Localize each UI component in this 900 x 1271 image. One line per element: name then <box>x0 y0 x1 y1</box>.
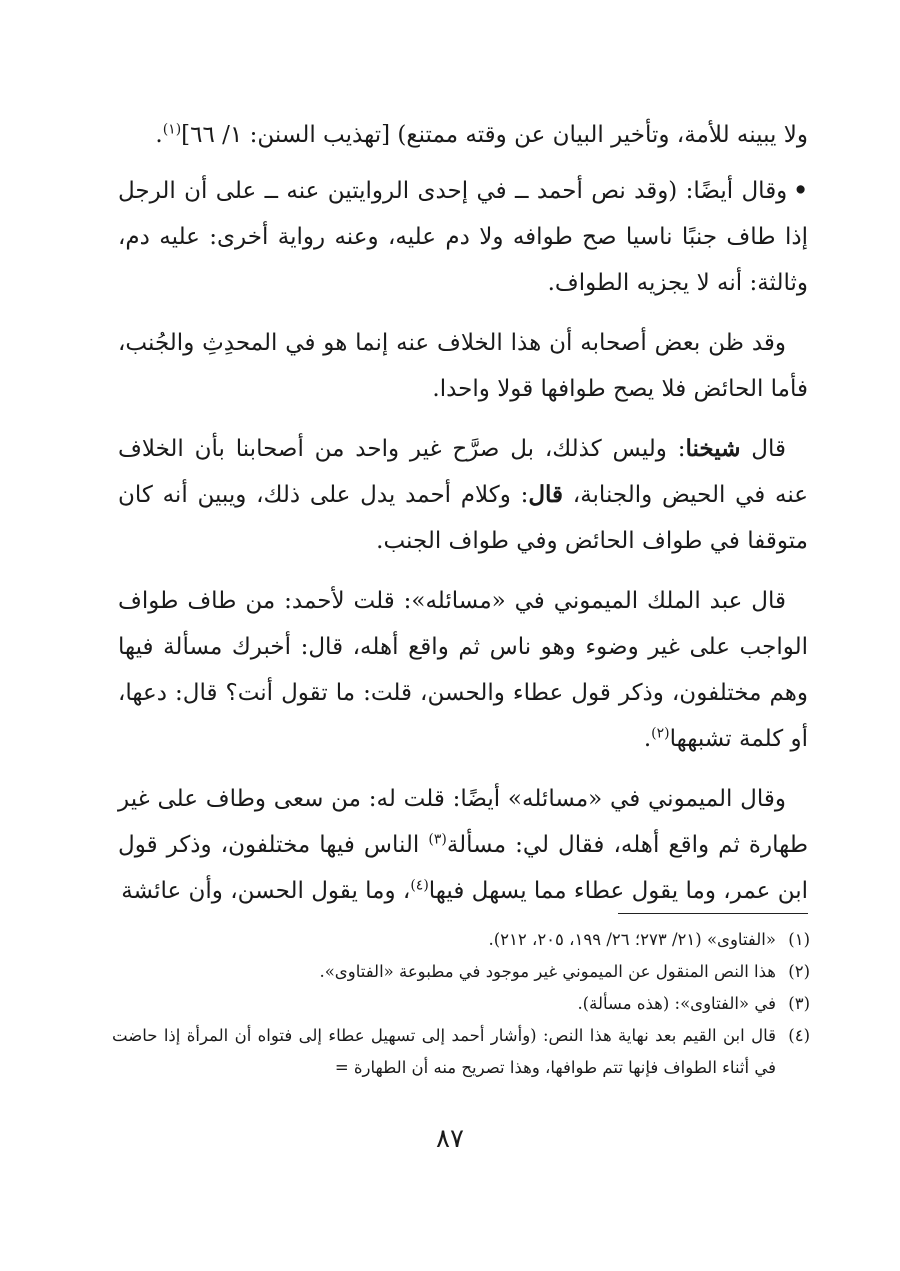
paragraph-1 <box>118 112 808 158</box>
period: . <box>155 122 163 148</box>
footnote-number: (١) <box>788 930 810 949</box>
paragraph-6-part-c: ، وما يقول الحسن، وأن عائشة <box>121 878 411 904</box>
footnote-number: (٣) <box>788 994 810 1013</box>
paragraph-1-text: ولا يبينه للأمة، وتأخير البيان عن وقته ممتنع) [تهذيب السنن: ١/ ٦٦] <box>181 122 808 148</box>
paragraph-2-text: وقال أيضًا: (وقد نص أحمد ــ في إحدى الروايتين عنه ــ على أن الرجل إذا طاف جنبًا ناسيا صح طوافه ولا دم عليه، وعنه رواية أخرى: عليه دم، وثالثة: أنه لا يجزيه الطواف. <box>118 178 808 296</box>
footnote-text: هذا النص المنقول عن الميموني غير موجود في مطبوعة «الفتاوى». <box>319 962 776 981</box>
footnote-number: (٢) <box>788 962 810 981</box>
paragraph-4-mid: : وليس كذلك، بل صرَّح غير واحد من أصحابنا بأن الخلاف عنه في الحيض والجنابة، <box>118 436 808 508</box>
speaker-qala: قال <box>528 481 564 508</box>
footnote-text: في «الفتاوى»: (هذه مسألة). <box>577 994 776 1013</box>
bullet-icon: • <box>793 177 808 204</box>
paragraph-6 <box>118 776 808 914</box>
page-number: ٨٧ <box>436 1124 464 1154</box>
speaker-shaykhuna: شيخنا <box>685 435 741 462</box>
footnote-number: (٤) <box>788 1026 810 1045</box>
footnote-text: قال ابن القيم بعد نهاية هذا النص: (وأشار أحمد إلى تسهيل عطاء إلى فتواه أن المرأة إذا حاضت في أثناء الطواف فإنها تتم طوافها، وهذا تصريح منه أن الطهارة = <box>112 1026 776 1077</box>
paragraph-3 <box>118 320 808 412</box>
footnote-separator <box>618 913 808 914</box>
main-text <box>118 112 808 928</box>
footnote-text: «الفتاوى» (٢١/ ٢٧٣؛ ٢٦/ ١٩٩، ٢٠٥، ٢١٢). <box>488 930 776 949</box>
period: . <box>643 726 652 752</box>
footnote-ref-3[interactable]: (٣) <box>428 831 447 848</box>
footnote-ref-4[interactable]: (٤) <box>410 877 429 894</box>
footnote-2 <box>112 956 810 988</box>
footnote-4 <box>112 1020 810 1084</box>
paragraph-4-lead: قال <box>740 436 786 462</box>
paragraph-2 <box>118 168 808 306</box>
paragraph-6-part-b: الناس فيها مختلفون، وذكر قول ابن عمر، وما يقول عطاء مما يسهل فيها <box>118 832 808 904</box>
footnote-1 <box>112 924 810 956</box>
paragraph-5-text: قال عبد الملك الميموني في «مسائله»: قلت لأحمد: من طاف طواف الواجب على غير وضوء وهو ناس ثم واقع أهله، قال: أخبرك مسألة فيها وهم مختلفون، وذكر قول عطاء والحسن، قلت: ما تقول أنت؟ قال: دعها، أو كلمة تشبهها <box>118 588 808 752</box>
paragraph-3-text: وقد ظن بعض أصحابه أن هذا الخلاف عنه إنما هو في المحدِثِ والجُنب، فأما الحائض فلا يصح طوافها قولا واحدا. <box>118 330 808 402</box>
footnote-ref-1[interactable]: (١) <box>162 121 182 138</box>
footnote-ref-2[interactable]: (٢) <box>651 725 670 742</box>
paragraph-4 <box>118 426 808 564</box>
paragraph-5 <box>118 578 808 762</box>
paragraph-6-part-a: وقال الميموني في «مسائله» أيضًا: قلت له: من سعى وطاف على غير طهارة ثم واقع أهله، فقال لي: مسألة <box>118 786 808 858</box>
footnotes <box>112 924 810 1084</box>
footnote-3 <box>112 988 810 1020</box>
paragraph-4-rest: : وكلام أحمد يدل على ذلك، ويبين أنه كان متوقفا في طواف الحائض وفي طواف الجنب. <box>118 482 808 554</box>
